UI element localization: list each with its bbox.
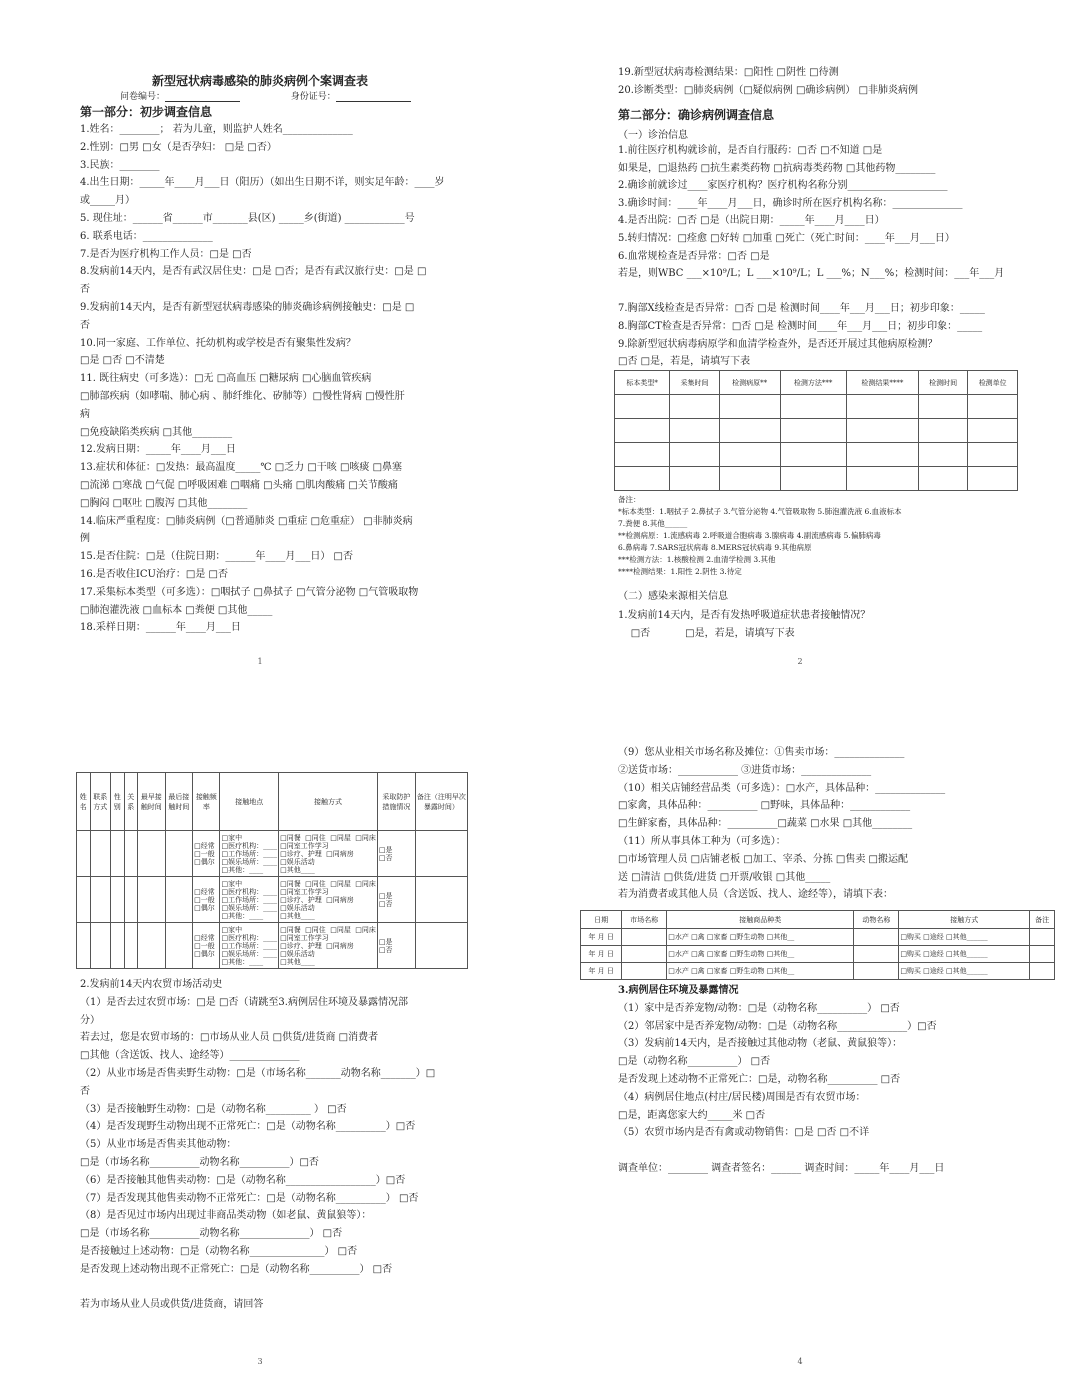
id-row bbox=[120, 89, 411, 102]
table-header: 接触频率 bbox=[193, 773, 220, 831]
table-row bbox=[615, 443, 1018, 467]
date-cell[interactable]: 年 月 日 bbox=[581, 946, 622, 963]
question-line: 7.胸部X线检查是否异常：□否 □是 检测时间____年___月___日；初步印象：_____ bbox=[618, 303, 985, 315]
question-line: □免疫缺陷类疾病 □其他________ bbox=[80, 426, 233, 438]
question-line: （2）邻居家中是否养宠物/动物：□是（动物名称______________）□否 bbox=[618, 1020, 937, 1032]
question-line: □肺泡灌洗液 □血标本 □粪便 □其他_____ bbox=[80, 604, 273, 616]
page-number: 3 bbox=[257, 1357, 263, 1366]
question-line: □市场管理人员 □店铺老板 □加工、宰杀、分拣 □售卖 □搬运配 bbox=[618, 853, 908, 865]
question-line: 否 bbox=[80, 284, 90, 296]
question-line: 2.发病前14天内农贸市场活动史 bbox=[80, 979, 223, 990]
table-row bbox=[615, 419, 1018, 443]
question-line bbox=[80, 1279, 470, 1297]
note-line: 备注： bbox=[618, 495, 641, 504]
signature-line: 调查单位：________ 调查者签名：______ 调查时间：_____年____月___日 bbox=[618, 1162, 945, 1174]
note-line: ****检测结果：1.阳性 2.阴性 3.待定 bbox=[618, 567, 742, 576]
table-header: 采集时间 bbox=[670, 371, 720, 395]
question-line: □是（市场名称__________动物名称______________） □否 bbox=[80, 1228, 343, 1240]
table-header: 采取防护措施情况 bbox=[377, 773, 415, 831]
place-options[interactable]: □家中 □医疗机构：____ □工作场所：____ □娱乐场所：____ □其他：____ bbox=[220, 923, 279, 969]
question-line: 15.是否住院：□是（住院日期：______年____月___日） □否 bbox=[80, 551, 353, 563]
question-line: □胸闷 □呕吐 □腹泻 □其他________ bbox=[80, 497, 248, 509]
question-line: 1.发病前14天内，是否有发热呼吸道症状患者接触情况？ bbox=[618, 610, 871, 621]
date-cell[interactable]: 年 月 日 bbox=[581, 929, 622, 946]
page-4 bbox=[540, 700, 1060, 1380]
question-line: 8.胸部CT检查是否异常：□否 □是 检测时间____年___月___日；初步印象：_____ bbox=[618, 320, 983, 332]
table-header: 备注 bbox=[1030, 911, 1055, 929]
table-header: 动物名称 bbox=[854, 911, 899, 929]
table-header: 接触方式 bbox=[279, 773, 378, 831]
market-visit-table bbox=[580, 910, 1055, 980]
question-line: （8）是否见过市场内出现过非商品类动物（如老鼠、黄鼠狼等）： bbox=[80, 1210, 372, 1222]
question-line: □生鲜家畜，具体品种：__________□蔬菜 □水果 □其他________ bbox=[618, 818, 913, 830]
question-line: （5）农贸市场内是否有禽或动物销售：□是 □否 □不详 bbox=[618, 1127, 870, 1139]
vendor-question-list bbox=[618, 744, 1040, 904]
question-line: 4.是否出院：□否 □是（出院日期：_____年____月____日） bbox=[618, 215, 885, 227]
question-line bbox=[618, 1142, 1040, 1160]
question-line: 5.转归情况：□痊愈 □好转 □加重 □死亡（死亡时间：____年___月___日） bbox=[618, 232, 955, 244]
question-line: 6. 联系电话：______________ bbox=[80, 230, 213, 242]
page-title: 新型冠状病毒感染的肺炎病例个案调查表 bbox=[151, 74, 368, 88]
question-line: 或_____月） bbox=[80, 195, 135, 207]
contact-options[interactable]: □购买 □途经 □其他______ bbox=[899, 946, 1030, 963]
table-header: 检测结果**** bbox=[846, 371, 918, 395]
question-line: □家禽，具体品种：__________ □野味，具体品种：____________ bbox=[618, 800, 911, 812]
question-line: 9.发病前14天内，是否有新型冠状病毒感染的肺炎确诊病例接触史：□是 □ bbox=[80, 301, 415, 313]
section-title: 第一部分：初步调查信息 bbox=[80, 105, 213, 119]
table-row bbox=[77, 877, 468, 923]
question-line: （4）病例居住地点(村庄/居民楼)周围是否有农贸市场： bbox=[618, 1091, 866, 1103]
question-line: 例 bbox=[80, 533, 90, 545]
question-line: （9）您从业相关市场名称及摊位：①售卖市场：______________ bbox=[618, 747, 905, 758]
question-line: （11）所从事具体工种为（可多选）： bbox=[618, 835, 786, 847]
question-line: 10.同一家庭、工作单位、托幼机构或学校是否有聚集性发病？ bbox=[80, 337, 356, 349]
id-no-label: 身份证号： bbox=[290, 92, 336, 102]
page-number: 2 bbox=[797, 657, 803, 666]
question-line: 若是，则WBC ___×10⁹/L；L ___×10⁹/L；L ___%；N___%；检测时间：___年___月 bbox=[618, 268, 1005, 280]
table-header: 日期 bbox=[581, 911, 622, 929]
method-options[interactable]: □同餐 □同住 □同屋 □同床 □同室工作学习 □诊疗、护理 □同病房 □娱乐活动 □其他____ bbox=[279, 831, 378, 877]
question-line: 否 bbox=[80, 319, 90, 331]
table-header: 最早接触时间 bbox=[138, 773, 166, 831]
table-header: 检测单位 bbox=[968, 371, 1018, 395]
question-line: 16.是否收住ICU治疗：□是 □否 bbox=[80, 568, 229, 580]
frequency-options[interactable]: □经常 □一般 □偶尔 bbox=[193, 923, 220, 969]
question-line: □是（动物名称__________） □否 bbox=[618, 1056, 771, 1068]
note-line: ***检测方法：1.核酸检测 2.血清学检测 3.其他 bbox=[618, 555, 776, 564]
page-2 bbox=[540, 0, 1060, 680]
goods-options[interactable]: □水产 □禽 □家畜 □野生动物 □其他__ bbox=[667, 929, 854, 946]
table-header: 检测病原** bbox=[719, 371, 780, 395]
table-header: 关系 bbox=[124, 773, 138, 831]
note-line: **检测病原：1.流感病毒 2.呼吸道合胞病毒 3.腺病毒 4.副流感病毒 5.偏肺病毒 bbox=[618, 531, 881, 540]
question-line: （7）是否发现其他售卖动物不正常死亡：□是（动物名称__________） □否 bbox=[80, 1192, 419, 1204]
table-row bbox=[581, 963, 1055, 980]
question-line: 3.病例居住环境及暴露情况 bbox=[618, 985, 739, 996]
protection-options[interactable]: □是 □否 bbox=[377, 877, 415, 923]
question-line: 是否发现上述动物不正常死亡：□是，动物名称__________ □否 bbox=[618, 1073, 901, 1085]
subsection-title: （一）诊治信息 bbox=[618, 130, 688, 141]
table-row bbox=[581, 929, 1055, 946]
method-options[interactable]: □同餐 □同住 □同屋 □同床 □同室工作学习 □诊疗、护理 □同病房 □娱乐活动 □其他____ bbox=[279, 923, 378, 969]
question-line: □是 □否 □不清楚 bbox=[80, 355, 165, 367]
question-line: □否 □是，若是，请填写下表 bbox=[618, 356, 751, 368]
question-line: 是否发现上述动物出现不正常死亡：□是（动物名称__________） □否 bbox=[80, 1263, 393, 1275]
table-header: 接触方式 bbox=[899, 911, 1030, 929]
question-line: （1）家中是否养宠物/动物：□是（动物名称__________） □否 bbox=[618, 1002, 900, 1014]
question-line: 送 □清洁 □供货/进货 □开票/收银 □其他_____ bbox=[618, 871, 831, 883]
page-number: 4 bbox=[797, 1357, 803, 1366]
id-no-field[interactable] bbox=[336, 92, 411, 102]
table-notes bbox=[618, 494, 902, 578]
question-line: （2）从业市场是否售卖野生动物：□是（市场名称_______动物名称_______）□ bbox=[80, 1067, 436, 1079]
question-line: 2.性别：□男 □女（是否孕妇： □是 □否） bbox=[80, 141, 277, 153]
method-options[interactable]: □同餐 □同住 □同屋 □同床 □同室工作学习 □诊疗、护理 □同病房 □娱乐活动 □其他____ bbox=[279, 877, 378, 923]
question-line: 否 bbox=[80, 1085, 90, 1097]
question-line bbox=[618, 283, 1050, 301]
question-line: 8.发病前14天内，是否有武汉居住史：□是 □否；是否有武汉旅行史：□是 □ bbox=[80, 266, 427, 278]
table-row bbox=[581, 946, 1055, 963]
table-header: 检测方法*** bbox=[780, 371, 846, 395]
question-line: 如果是，□退热药 □抗生素类药物 □抗病毒类药物 □其他药物________ bbox=[618, 162, 936, 174]
page-number: 1 bbox=[257, 657, 263, 666]
contact-table bbox=[76, 772, 468, 969]
question-line: 9.除新型冠状病毒病原学和血清学检查外，是否还开展过其他病原检测？ bbox=[618, 338, 938, 350]
question-line: □其他（含送饭、找人、途经等）______________ bbox=[80, 1050, 300, 1062]
question-line: 是否接触过上述动物：□是（动物名称_______________） □否 bbox=[80, 1245, 358, 1257]
question-line: 14.临床严重程度：□肺炎病例（□普通肺炎 □重症 □危重症） □非肺炎病 bbox=[80, 515, 413, 527]
table-header: 性别 bbox=[111, 773, 125, 831]
question-line: 7.是否为医疗机构工作人员：□是 □否 bbox=[80, 248, 252, 260]
question-line: 13.症状和体征：□发热：最高温度_____℃ □乏力 □干咳 □咳痰 □鼻塞 bbox=[80, 462, 403, 474]
market-question-list bbox=[80, 976, 470, 1314]
table-row bbox=[615, 395, 1018, 419]
goods-options[interactable]: □水产 □禽 □家畜 □野生动物 □其他__ bbox=[667, 963, 854, 980]
questionnaire-no-label: 问卷编号： bbox=[120, 92, 166, 102]
question-line: □否 □是，若是，请填写下表 bbox=[618, 628, 795, 639]
table-row bbox=[615, 467, 1018, 491]
note-line: 7.粪便 8.其他______ bbox=[618, 519, 688, 528]
table-header: 姓名 bbox=[77, 773, 91, 831]
question-line: 1.姓名：________； 若为儿童，则监护人姓名______________ bbox=[80, 124, 353, 135]
question-line: （4）是否发现野生动物出现不正常死亡：□是（动物名称__________）□否 bbox=[80, 1121, 416, 1133]
question-line: 19.新型冠状病毒检测结果：□阳性 □阴性 □待测 bbox=[618, 67, 839, 78]
place-options[interactable]: □家中 □医疗机构：____ □工作场所：____ □娱乐场所：____ □其他：____ bbox=[220, 831, 279, 877]
question-line: 若为市场从业人员或供货/进货商，请回答 bbox=[80, 1299, 264, 1311]
question-line: 1.前往医疗机构就诊前，是否自行服药：□否 □不知道 □是 bbox=[618, 145, 883, 156]
question-line: ②送货市场：____________ ③进货市场：______________ bbox=[618, 764, 872, 776]
frequency-options[interactable]: □经常 □一般 □偶尔 bbox=[193, 831, 220, 877]
question-line: （3）是否接触野生动物：□是（动物名称_________ ） □否 bbox=[80, 1103, 347, 1115]
question-line: （6）是否接触其他售卖动物：□是（动物名称__________________）□否 bbox=[80, 1174, 406, 1186]
question-line: 17.采集标本类型（可多选）：□咽拭子 □鼻拭子 □气管分泌物 □气管吸取物 bbox=[80, 586, 419, 598]
page-3 bbox=[0, 700, 520, 1380]
frequency-options[interactable]: □经常 □一般 □偶尔 bbox=[193, 877, 220, 923]
question-list bbox=[80, 121, 470, 637]
table-header: 标本类型* bbox=[615, 371, 670, 395]
note-line: *标本类型：1.咽拭子 2.鼻拭子 3.气管分泌物 4.气管吸取物 5.肺泡灌洗液 6.血液标本 bbox=[618, 507, 902, 516]
section-title: 第二部分：确诊病例调查信息 bbox=[618, 108, 775, 122]
question-line: 6.血常规检查是否异常：□否 □是 bbox=[618, 250, 770, 262]
table-header: 最后接触时间 bbox=[165, 773, 193, 831]
table-row bbox=[77, 831, 468, 877]
table-header: 备注（注明早次暴露时间） bbox=[415, 773, 467, 831]
question-line: 20.诊断类型：□肺炎病例（□疑似病例 □确诊病例） □非肺炎病例 bbox=[618, 84, 919, 96]
questionnaire-no-field[interactable] bbox=[165, 92, 240, 102]
question-line: □流涕 □寒战 □气促 □呼吸困难 □咽痛 □头痛 □肌肉酸痛 □关节酸痛 bbox=[80, 479, 398, 491]
table-header: 接触商品种类 bbox=[667, 911, 854, 929]
subsection-title: （二）感染来源相关信息 bbox=[618, 591, 728, 602]
question-line: □肺部疾病（如哮喘、肺心病 、肺纤维化、矽肺等）□慢性肾病 □慢性肝 bbox=[80, 390, 405, 402]
top-questions bbox=[618, 64, 1050, 99]
question-line: 分） bbox=[80, 1014, 100, 1026]
date-cell[interactable]: 年 月 日 bbox=[581, 963, 622, 980]
table-header: 市场名称 bbox=[622, 911, 667, 929]
question-line: 12.发病日期：_____年____月___日 bbox=[80, 444, 236, 456]
page-1 bbox=[0, 0, 520, 680]
question-line: 病 bbox=[80, 408, 90, 420]
question-line: 18.采样日期：______年____月___日 bbox=[80, 622, 241, 634]
question-line: □是（市场名称__________动物名称__________）□否 bbox=[80, 1156, 319, 1168]
place-options[interactable]: □家中 □医疗机构：____ □工作场所：____ □娱乐场所：____ □其他：____ bbox=[220, 877, 279, 923]
contact-options[interactable]: □购买 □途经 □其他______ bbox=[899, 929, 1030, 946]
question-line: 3.民族：________ bbox=[80, 159, 160, 171]
question-line: 4.出生日期：_____年____月___日（阳历）（如出生日期不详，则实足年龄：____岁 bbox=[80, 177, 445, 189]
pathogen-test-table bbox=[614, 370, 1018, 491]
note-line: 6.鼻病毒 7.SARS冠状病毒 8.MERS冠状病毒 9.其他病原 bbox=[618, 543, 812, 552]
question-line: 若为消费者或其他人员（含送饭、找人、途经等），请填下表： bbox=[618, 889, 893, 901]
question-line: 2.确诊前就诊过____家医疗机构？医疗机构名称分别____________________ bbox=[618, 180, 948, 192]
contact-options[interactable]: □购买 □途经 □其他______ bbox=[899, 963, 1030, 980]
question-line: （1）是否去过农贸市场：□是 □否（请跳至3.病例居住环境及暴露情况部 bbox=[80, 996, 408, 1008]
table-row bbox=[77, 923, 468, 969]
table-header: 接触地点 bbox=[220, 773, 279, 831]
question-line: （3）发病前14天内，是否接触过其他动物（老鼠、黄鼠狼等）： bbox=[618, 1038, 903, 1050]
question-line: （5）从业市场是否售卖其他动物： bbox=[80, 1139, 237, 1151]
question-list bbox=[618, 142, 1050, 371]
question-line: □是，距离您家大约_____米 □否 bbox=[618, 1109, 766, 1121]
protection-options[interactable]: □是 □否 bbox=[377, 831, 415, 877]
question-line: 3.确诊时间：____年____月___日，确诊时所在医疗机构名称：______________ bbox=[618, 197, 963, 209]
goods-options[interactable]: □水产 □禽 □家畜 □野生动物 □其他__ bbox=[667, 946, 854, 963]
question-line: 11. 既往病史（可多选）：□无 □高血压 □糖尿病 □心脑血管疾病 bbox=[80, 373, 372, 385]
question-line: （10）相关店铺经营品类（可多选）：□水产，具体品种：______________ bbox=[618, 782, 946, 794]
table-header: 联系方式 bbox=[90, 773, 111, 831]
question-line: 5. 现住址：______省______市_______县(区) _____乡(街道) ____________号 bbox=[80, 212, 415, 224]
table-header: 检测时间 bbox=[918, 371, 968, 395]
exposure-question-list bbox=[618, 982, 1040, 1178]
protection-options[interactable]: □是 □否 bbox=[377, 923, 415, 969]
question-line: 若去过，您是农贸市场的：□市场从业人员 □供货/进货商 □消费者 bbox=[80, 1032, 379, 1044]
